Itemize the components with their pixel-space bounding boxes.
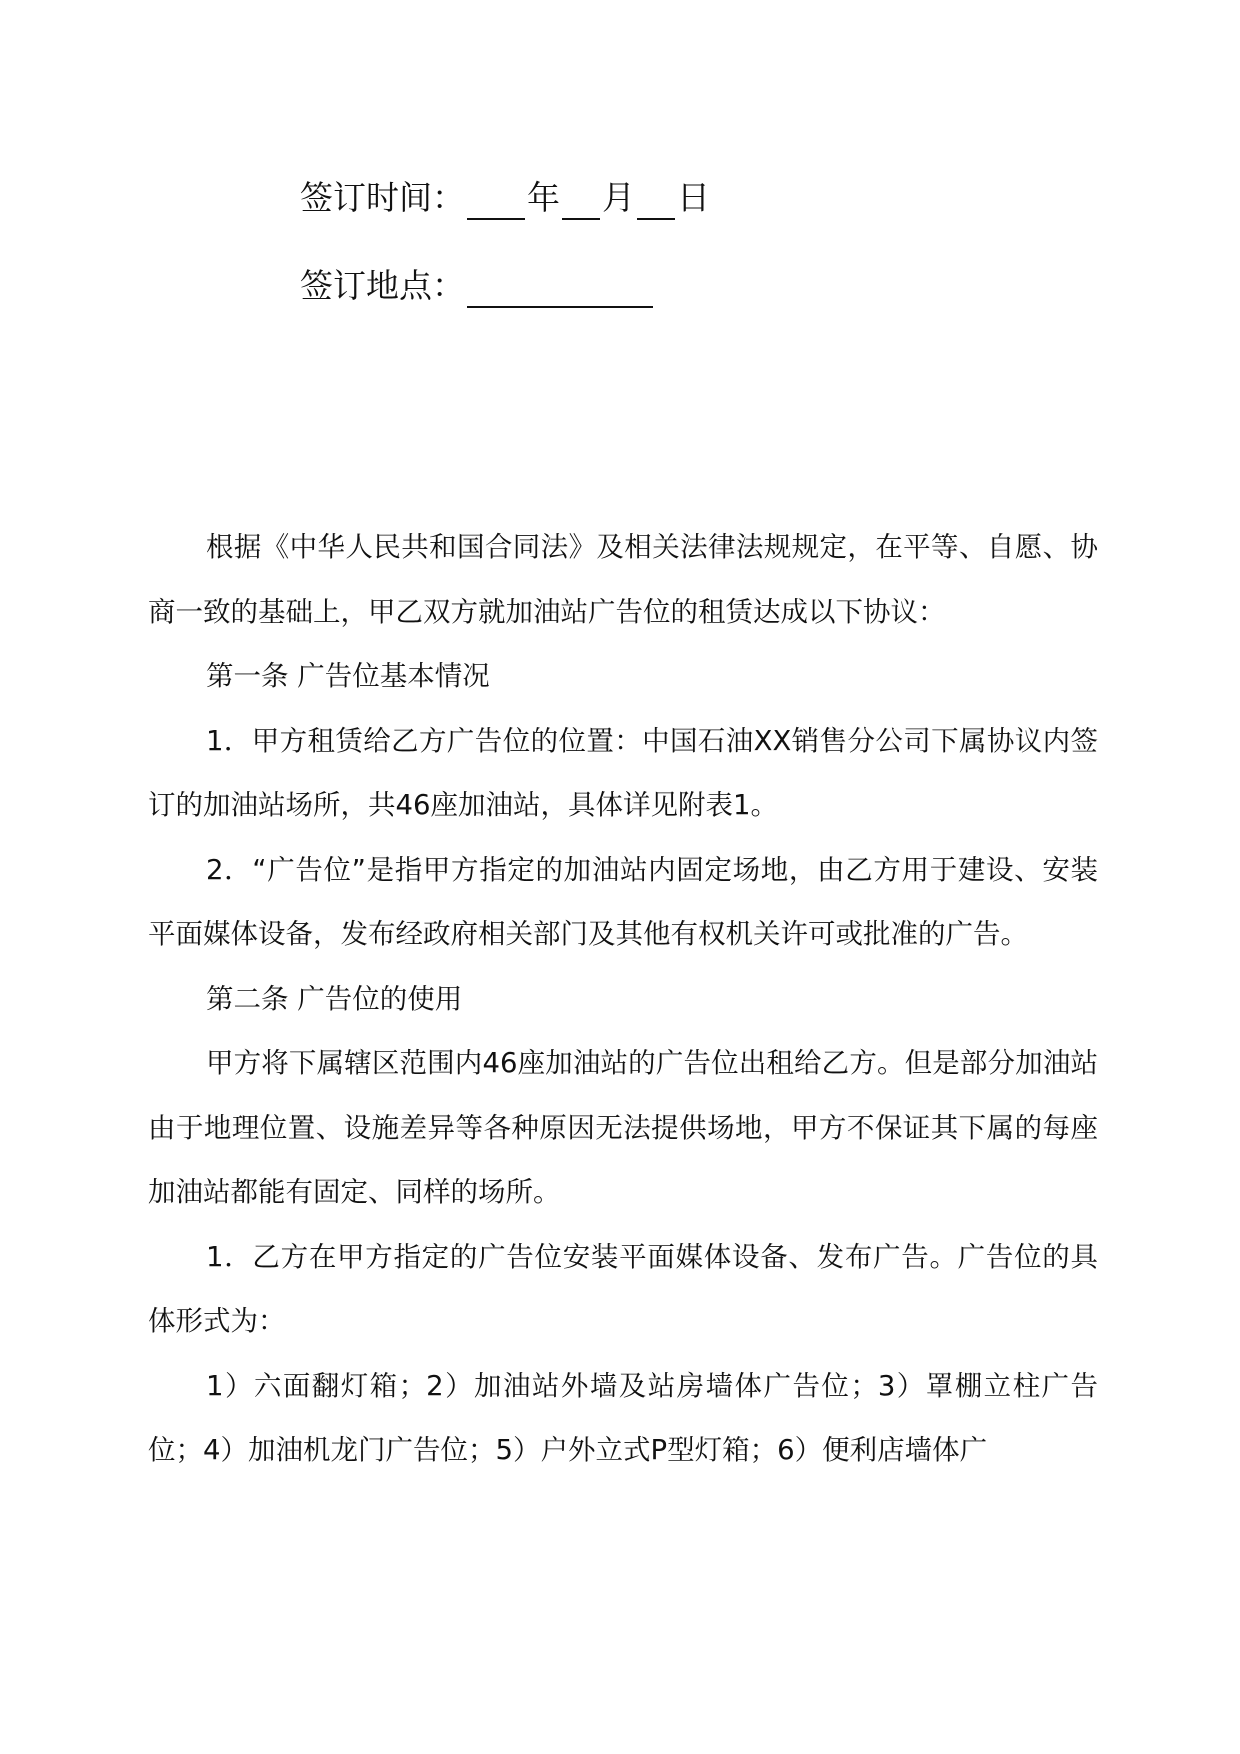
- signing-time-label: 签订时间：: [300, 178, 465, 217]
- article-2-clause-1: 1．乙方在甲方指定的广告位安装平面媒体设备、发布广告。广告位的具体形式为：: [148, 1240, 1098, 1337]
- month-unit: 月: [602, 178, 635, 217]
- intro-paragraph: 根据《中华人民共和国合同法》及相关法律法规规定，在平等、自愿、协商一致的基础上，甲乙双方就加油站广告位的租赁达成以下协议：: [148, 531, 1098, 628]
- signing-time-line: [300, 176, 710, 220]
- signing-place-label: 签订地点：: [300, 266, 465, 305]
- place-blank: [467, 272, 653, 308]
- article-1-clause-1: 1．甲方租赁给乙方广告位的位置：中国石油XX销售分公司下属协议内签订的加油站场所，共46座加油站，具体详见附表1。: [148, 724, 1098, 821]
- contract-body: [148, 515, 1098, 1483]
- day-unit: 日: [677, 178, 710, 217]
- month-blank: [562, 184, 600, 220]
- signing-place-line: [300, 264, 655, 308]
- year-unit: 年: [527, 178, 560, 217]
- article-2-paragraph: 甲方将下属辖区范围内46座加油站的广告位出租给乙方。但是部分加油站由于地理位置、设施差异等各种原因无法提供场地，甲方不保证其下属的每座加油站都能有固定、同样的场所。: [148, 1047, 1098, 1208]
- year-blank: [467, 184, 525, 220]
- article-1-heading: 第一条 广告位基本情况: [206, 660, 490, 692]
- article-1-clause-2: 2．“广告位”是指甲方指定的加油站内固定场地，由乙方用于建设、安装平面媒体设备，发布经政府相关部门及其他有权机关许可或批准的广告。: [148, 853, 1098, 950]
- day-blank: [637, 184, 675, 220]
- article-2-forms-list: 1）六面翻灯箱；2）加油站外墙及站房墙体广告位；3）罩棚立柱广告位；4）加油机龙门广告位；5）户外立式P型灯箱；6）便利店墙体广: [148, 1369, 1098, 1466]
- article-2-heading: 第二条 广告位的使用: [206, 982, 463, 1015]
